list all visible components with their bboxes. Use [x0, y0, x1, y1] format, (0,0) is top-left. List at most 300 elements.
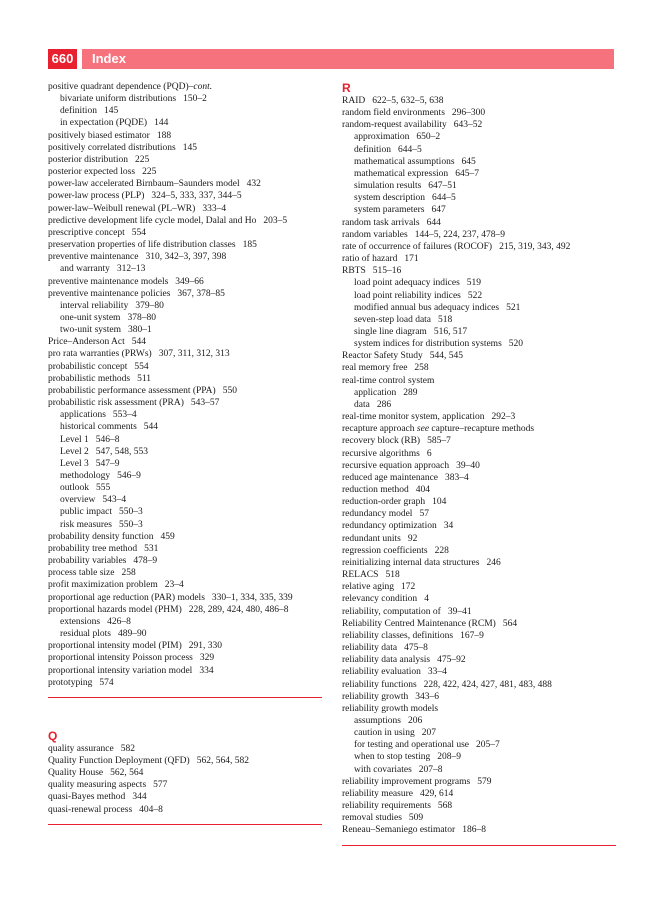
index-entry: [48, 142, 322, 154]
index-entry: [342, 448, 616, 460]
entry-term: real memory free: [342, 363, 408, 374]
entry-term: removal studies: [342, 813, 402, 824]
entry-term: quality assurance: [48, 743, 114, 754]
index-entry: [342, 217, 616, 229]
entry-term: power-law–Weibull renewal (PL–WR): [48, 203, 196, 214]
index-entry: [342, 654, 616, 666]
entry-term: load point reliability indices: [354, 290, 461, 301]
entry-term: predictive development life cycle model, Dalal and Ho: [48, 215, 257, 226]
page-references: 185: [242, 240, 257, 251]
index-entry: [48, 227, 322, 239]
index-subentry: [342, 156, 616, 168]
page-references: 547, 548, 553: [95, 446, 149, 457]
entry-term: RAID: [342, 96, 366, 106]
see-reference-target: capture–recapture methods: [431, 424, 535, 435]
entry-term: probabilistic concept: [48, 361, 128, 372]
page-references: 555: [96, 483, 111, 494]
page-references: 150–2: [183, 94, 207, 105]
index-entry: [342, 618, 616, 630]
entry-term: real-time control system: [342, 375, 435, 386]
page-references: 622–5, 632–5, 638: [372, 96, 444, 106]
page-references: 459: [160, 531, 175, 542]
page-references: 574: [99, 677, 114, 688]
entry-term: recursive algorithms: [342, 448, 420, 459]
index-entry: [48, 215, 322, 227]
index-entry: [342, 776, 616, 788]
section-divider: [342, 845, 616, 846]
page-references: 57: [419, 509, 429, 520]
page-references: 4: [424, 594, 429, 605]
index-entry: [342, 581, 616, 593]
page-references: 228: [434, 545, 449, 556]
page-references: 203–5: [263, 215, 288, 226]
entry-term: preventive maintenance policies: [48, 288, 171, 299]
page-references: 286: [376, 399, 392, 410]
index-subentry: [48, 628, 322, 640]
page-references: 329: [199, 653, 215, 664]
entry-term: mathematical expression: [354, 168, 449, 179]
page-references: 228, 289, 424, 480, 486–8: [188, 604, 289, 615]
left-column: [48, 81, 322, 825]
page-references: 289: [403, 387, 418, 398]
entry-term: in expectation (PQDE): [60, 118, 148, 129]
page-references: 554: [131, 227, 147, 238]
entry-term: reliability evaluation: [342, 667, 421, 678]
page-references: 334: [199, 665, 214, 676]
page-references: 644–5: [397, 144, 422, 155]
page-header: [48, 49, 614, 69]
page-references: 404: [415, 485, 430, 495]
page-references: 582: [120, 743, 135, 754]
entry-term: bivariate uniform distributions: [60, 94, 177, 105]
entry-term: Reliability Centred Maintenance (RCM): [342, 618, 496, 629]
page-references: 145: [103, 106, 119, 117]
entry-term: application: [354, 387, 397, 398]
entry-term: assumptions: [354, 715, 401, 726]
index-entry: [48, 251, 322, 263]
index-entry: [48, 385, 322, 397]
index-entry: [48, 665, 322, 677]
index-subentry: [342, 399, 616, 411]
index-entry: [48, 767, 322, 779]
page-references: 554: [134, 361, 149, 372]
entry-term: reliability improvement programs: [342, 776, 471, 787]
page-references: 186–8: [462, 825, 486, 836]
page-references: 550–3: [118, 519, 143, 530]
see-reference-label: see: [416, 424, 430, 435]
page-references: 531: [144, 543, 159, 554]
page-references: 225: [142, 167, 157, 178]
index-subentry: [48, 312, 322, 324]
page-references: 333–4: [202, 203, 227, 214]
page-references: 171: [404, 254, 419, 265]
index-entry: [48, 677, 322, 689]
page-references: 307, 311, 312, 313: [158, 349, 230, 360]
index-entry: [48, 804, 322, 816]
entry-term: preventive maintenance models: [48, 276, 169, 287]
page-references: 172: [400, 582, 416, 593]
entry-term: reliability data analysis: [342, 655, 431, 666]
page-references: 522: [467, 290, 483, 301]
entry-term: random task arrivals: [342, 217, 420, 228]
page-references: 207–8: [418, 764, 443, 775]
page-references: 296–300: [451, 108, 486, 119]
entry-term: quasi-renewal process: [48, 804, 133, 815]
entry-term: probabilistic risk assessment (PRA): [48, 398, 184, 409]
entry-term: Level 1: [60, 434, 89, 445]
page-references: 215, 319, 343, 492: [499, 241, 571, 252]
index-entry: [48, 276, 322, 288]
entry-term: for testing and operational use: [354, 740, 470, 751]
entry-term: real-time monitor system, application: [342, 412, 485, 423]
entry-term: with covariates: [354, 764, 412, 775]
index-subentry: [342, 739, 616, 751]
entry-term: positive quadrant dependence (PQD)–: [48, 82, 194, 92]
entry-term: posterior expected loss: [48, 167, 136, 178]
entry-term: prescriptive concept: [48, 227, 125, 238]
entry-term: system description: [354, 193, 425, 204]
page-references: 324–5, 333, 337, 344–5: [151, 191, 242, 202]
entry-term: reliability measure: [342, 788, 413, 799]
index-subentry: [342, 387, 616, 399]
index-entry: [342, 691, 616, 703]
entry-term: Level 2: [60, 446, 89, 457]
entry-term: rate of occurrence of failures (ROCOF): [342, 241, 493, 252]
page-references: 383–4: [445, 472, 469, 483]
entry-term: reliability growth models: [342, 703, 439, 714]
page-references: 23–4: [164, 580, 184, 591]
index-entry: [48, 348, 322, 360]
index-entry: [48, 239, 322, 251]
entry-term: probability tree method: [48, 543, 138, 554]
page-references: 310, 342–3, 397, 398: [145, 252, 227, 263]
entry-term: seven-step load data: [354, 314, 432, 325]
index-entry: [48, 397, 322, 409]
index-subentry: [48, 506, 322, 518]
page-references: 550–3: [118, 507, 143, 518]
index-entry: [342, 229, 616, 241]
entry-term: Reactor Safety Study: [342, 351, 423, 362]
page-references: 543–4: [102, 495, 127, 506]
index-subentry: [48, 616, 322, 628]
page-references: 647–51: [428, 181, 457, 192]
page-references: 511: [137, 373, 151, 384]
entry-term: public impact: [60, 507, 112, 518]
entry-term: reduction-order graph: [342, 497, 426, 508]
index-entry: [342, 593, 616, 605]
page-references: 291, 330: [188, 641, 223, 652]
index-entry: [48, 203, 322, 215]
entry-term: probability density function: [48, 531, 154, 542]
index-entry: [342, 484, 616, 496]
entry-term: data: [354, 399, 370, 410]
index-entry: [48, 178, 322, 190]
entry-term: mathematical assumptions: [354, 156, 455, 167]
section-divider: [48, 697, 322, 698]
index-entry: [48, 604, 322, 616]
page-references: 6: [426, 448, 432, 459]
index-subentry: [342, 302, 616, 314]
index-subentry: [342, 764, 616, 776]
index-entry: [342, 630, 616, 642]
index-subentry: [48, 324, 322, 336]
page-references: 312–13: [116, 264, 146, 275]
index-entry: [342, 253, 616, 265]
entry-term: definition: [354, 144, 391, 155]
page-references: 367, 378–85: [177, 288, 225, 299]
entry-term: RBTS: [342, 266, 366, 277]
index-subentry: [48, 263, 322, 275]
index-entry: [48, 166, 322, 178]
index-entry: [342, 423, 616, 435]
page-references: 330–1, 334, 335, 339: [211, 592, 293, 603]
index-entry: [342, 824, 616, 836]
section-divider: [48, 824, 322, 825]
index-entry: [48, 373, 322, 385]
entry-term: definition: [60, 106, 97, 117]
index-entry: [48, 592, 322, 604]
index-entry: [48, 154, 322, 166]
page-references: 478–9: [133, 556, 158, 567]
entry-term: Price–Anderson Act: [48, 337, 125, 348]
page-references: 343–6: [415, 691, 439, 702]
index-entry: [342, 496, 616, 508]
index-entry: [342, 533, 616, 545]
index-subentry: [342, 168, 616, 180]
page-references: 205–7: [476, 740, 500, 751]
page-references: 33–4: [427, 667, 447, 678]
entry-term: proportional hazards model (PHM): [48, 604, 182, 615]
page-references: 39–41: [447, 606, 472, 617]
index-subentry: [48, 446, 322, 458]
index-entry: [342, 119, 616, 131]
page-references: 258: [414, 363, 429, 374]
section-letter: R: [342, 81, 351, 95]
index-subentry: [48, 105, 322, 117]
entry-term: reliability growth: [342, 691, 409, 702]
index-entry: [48, 743, 322, 755]
index-entry: [48, 361, 322, 373]
entry-term: redundant units: [342, 533, 401, 544]
index-subentry: [342, 144, 616, 156]
index-entry: [48, 130, 322, 142]
entry-term: preventive maintenance: [48, 252, 139, 263]
page-references: 643–52: [453, 120, 483, 131]
entry-term: Quality House: [48, 768, 104, 779]
index-subentry: [48, 93, 322, 105]
entry-term: probabilistic performance assessment (PPA): [48, 385, 216, 396]
index-subentry: [48, 300, 322, 312]
entry-term: proportional intensity variation model: [48, 665, 193, 676]
right-column: [342, 81, 616, 846]
index-entry: [48, 531, 322, 543]
page-references: 207: [421, 728, 436, 739]
entry-term: extensions: [60, 616, 101, 627]
page-references: 516, 517: [433, 326, 468, 337]
page-references: 144: [154, 118, 169, 129]
index-entry: [342, 520, 616, 532]
index-entry: [342, 350, 616, 362]
section-letter: Q: [48, 728, 58, 743]
page-references: 246: [486, 557, 501, 568]
entry-term: single line diagram: [354, 326, 427, 337]
index-subentry: [342, 180, 616, 192]
index-entry: [48, 555, 322, 567]
index-entry: [48, 579, 322, 591]
page-references: 562, 564: [110, 768, 144, 779]
index-subentry: [48, 409, 322, 421]
entry-term: one-unit system: [60, 312, 121, 323]
index-subentry: [342, 314, 616, 326]
page-references: 429, 614: [419, 788, 454, 799]
page-references: 547–9: [95, 458, 120, 469]
entry-term: preservation properties of life distribution classes: [48, 240, 236, 251]
page-title: Index: [82, 49, 614, 69]
entry-term: Level 3: [60, 458, 89, 469]
entry-term: reliability requirements: [342, 801, 431, 812]
entry-term: load point adequacy indices: [354, 278, 460, 289]
page-references: 475–8: [404, 643, 428, 654]
index-subentry: [48, 519, 322, 531]
page-references: 167–9: [460, 630, 484, 641]
page-number: 660: [48, 49, 77, 69]
entry-term: regression coefficients: [342, 545, 428, 556]
index-entry: [342, 545, 616, 557]
entry-term: reliability functions: [342, 679, 417, 690]
page-references: 650–2: [416, 132, 441, 143]
page-references: 585–7: [427, 436, 451, 447]
index-entry: [48, 81, 322, 93]
page-references: 515–16: [372, 266, 402, 277]
index-entry: [48, 336, 322, 348]
page-references: 544, 545: [429, 351, 463, 362]
index-entry: [342, 411, 616, 423]
page-references: 344: [132, 792, 147, 803]
index-subentry: [342, 338, 616, 350]
entry-term: relative aging: [342, 582, 394, 593]
page-references: 380–1: [127, 325, 152, 336]
entry-term: outlook: [60, 483, 90, 494]
page-references: 546–9: [117, 471, 141, 481]
index-subentry: [342, 131, 616, 143]
entry-term: profit maximization problem: [48, 580, 158, 591]
entry-term: historical comments: [60, 422, 137, 433]
page-references: 546–8: [95, 434, 120, 445]
entry-term: proportional age reduction (PAR) models: [48, 592, 205, 603]
index-entry: [342, 472, 616, 484]
index-entry: [342, 375, 616, 387]
page-references: 188: [156, 130, 172, 141]
index-entry: [48, 288, 322, 300]
page-references: 645: [461, 156, 476, 167]
page-references: 228, 422, 424, 427, 481, 483, 488: [423, 679, 552, 690]
index-entry: [48, 567, 322, 579]
page-references: 426–8: [107, 616, 131, 627]
entry-term: applications: [60, 410, 106, 421]
index-entry: [342, 800, 616, 812]
entry-term: prototyping: [48, 677, 93, 688]
page-references: 208–9: [437, 752, 462, 763]
entry-term: RELACS: [342, 570, 379, 581]
index-entry: [342, 460, 616, 472]
page-references: 475–92: [437, 655, 466, 666]
page-references: 292–3: [491, 412, 516, 423]
entry-term: modified annual bus adequacy indices: [354, 302, 500, 313]
entry-term: probabilistic methods: [48, 373, 131, 384]
index-entry: [48, 779, 322, 791]
entry-term: reduction method: [342, 485, 409, 495]
entry-term: caution in using: [354, 728, 415, 739]
index-subentry: [342, 277, 616, 289]
entry-term: redundancy optimization: [342, 521, 437, 532]
index-entry: [48, 652, 322, 664]
index-entry: [342, 703, 616, 715]
page-references: 378–80: [127, 312, 156, 323]
entry-term: system parameters: [354, 205, 425, 216]
page-references: 645–7: [455, 168, 479, 179]
entry-term: power-law accelerated Birnbaum–Saunders model: [48, 179, 240, 190]
page-references: 489–90: [117, 629, 147, 640]
page-references: 206: [407, 715, 423, 726]
page-references: 225: [134, 154, 150, 165]
index-subentry: [48, 470, 322, 482]
index-subentry: [48, 117, 322, 129]
index-entry: [342, 557, 616, 569]
entry-term: process table size: [48, 568, 115, 579]
index-entry: [342, 788, 616, 800]
page-references: 550: [222, 385, 237, 396]
entry-term: random-request availability: [342, 120, 447, 131]
index-entry: [342, 606, 616, 618]
index-subentry: [342, 192, 616, 204]
entry-term: power-law process (PLP): [48, 191, 145, 202]
index-subentry: [342, 715, 616, 727]
entry-term: system indices for distribution systems: [354, 339, 502, 350]
index-entry: [48, 755, 322, 767]
page-references: 92: [407, 533, 418, 544]
page-references: 579: [477, 776, 492, 787]
page-references: 568: [437, 801, 453, 812]
entry-continued-label: cont.: [193, 82, 213, 92]
entry-term: proportional intensity model (PIM): [48, 641, 182, 652]
page-references: 544: [131, 337, 147, 348]
index-entry: [48, 190, 322, 202]
index-entry: [342, 435, 616, 447]
entry-term: probability variables: [48, 556, 127, 567]
page-references: 258: [121, 568, 136, 579]
entry-term: random variables: [342, 229, 408, 240]
index-entry: [342, 679, 616, 691]
page-references: 34: [443, 521, 454, 532]
entry-term: reinitializing internal data structures: [342, 557, 480, 568]
page-references: 647: [431, 205, 446, 216]
index-subentry: [48, 421, 322, 433]
page-references: 404–8: [139, 804, 163, 815]
index-subentry: [342, 326, 616, 338]
entry-term: Reneau–Semaniego estimator: [342, 825, 456, 836]
page-references: 577: [153, 780, 168, 791]
entry-term: methodology: [60, 471, 111, 481]
page-references: 644: [426, 217, 441, 228]
page-references: 145: [182, 142, 197, 153]
index-entry: [342, 362, 616, 374]
entry-term: approximation: [354, 132, 410, 143]
index-entry: [342, 666, 616, 678]
entry-term: overview: [60, 495, 96, 506]
entry-term: risk measures: [60, 519, 112, 530]
entry-term: quasi-Bayes method: [48, 792, 126, 803]
index-subentry: [48, 482, 322, 494]
